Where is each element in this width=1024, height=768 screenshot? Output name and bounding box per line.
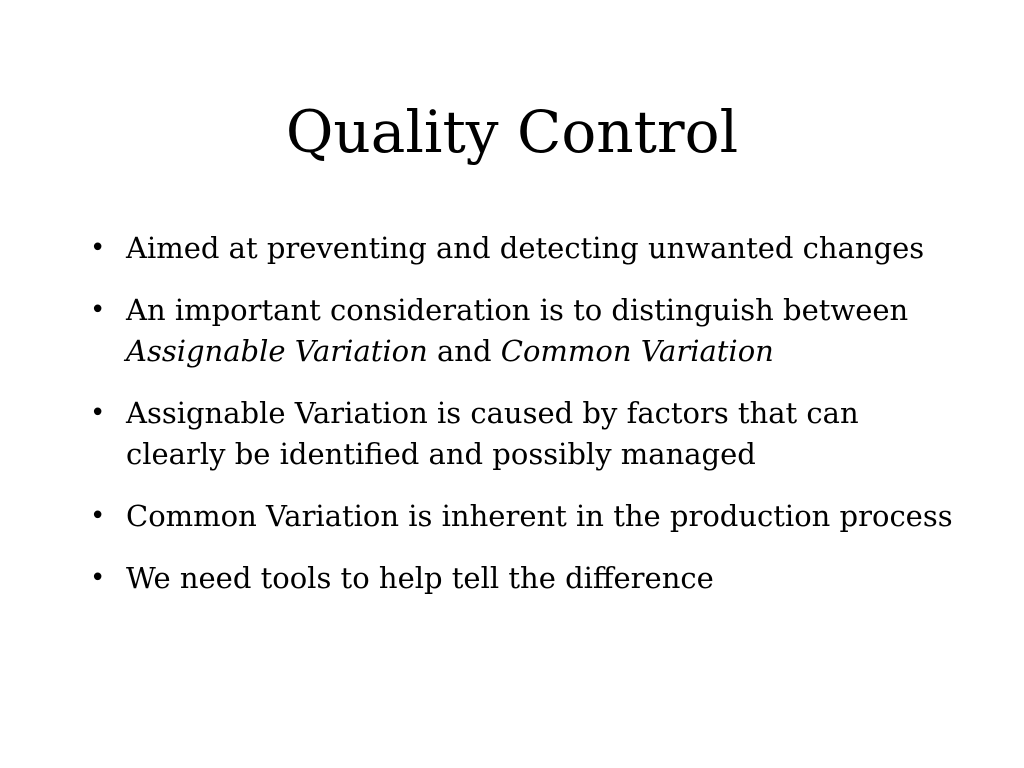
bullet-icon: •: [90, 233, 106, 263]
slide-title: Quality Control: [285, 98, 739, 166]
bullet-text-part: An important consideration is to distinguish between: [126, 293, 909, 327]
bullet-text: We need tools to help tell the difference: [126, 561, 714, 595]
bullet-list: [90, 228, 960, 620]
bullet-text: [126, 293, 908, 368]
bullet-item-3: [90, 393, 960, 475]
bullet-item-4: [90, 496, 960, 537]
emphasis-common-variation: Common Variation: [500, 334, 774, 368]
bullet-icon: •: [90, 563, 106, 593]
bullet-text: Assignable Variation is caused by factors that can clearly be identified and possibly managed: [126, 396, 859, 471]
bullet-icon: •: [90, 501, 106, 531]
bullet-item-1: [90, 228, 960, 269]
bullet-icon: •: [90, 295, 106, 325]
bullet-item-5: [90, 558, 960, 599]
bullet-text: Aimed at preventing and detecting unwanted changes: [126, 231, 925, 265]
bullet-text-part: and: [427, 334, 501, 368]
bullet-item-2: [90, 290, 960, 372]
bullet-text: Common Variation is inherent in the production process: [126, 499, 953, 533]
bullet-icon: •: [90, 398, 106, 428]
emphasis-assignable-variation: Assignable Variation: [126, 334, 428, 368]
